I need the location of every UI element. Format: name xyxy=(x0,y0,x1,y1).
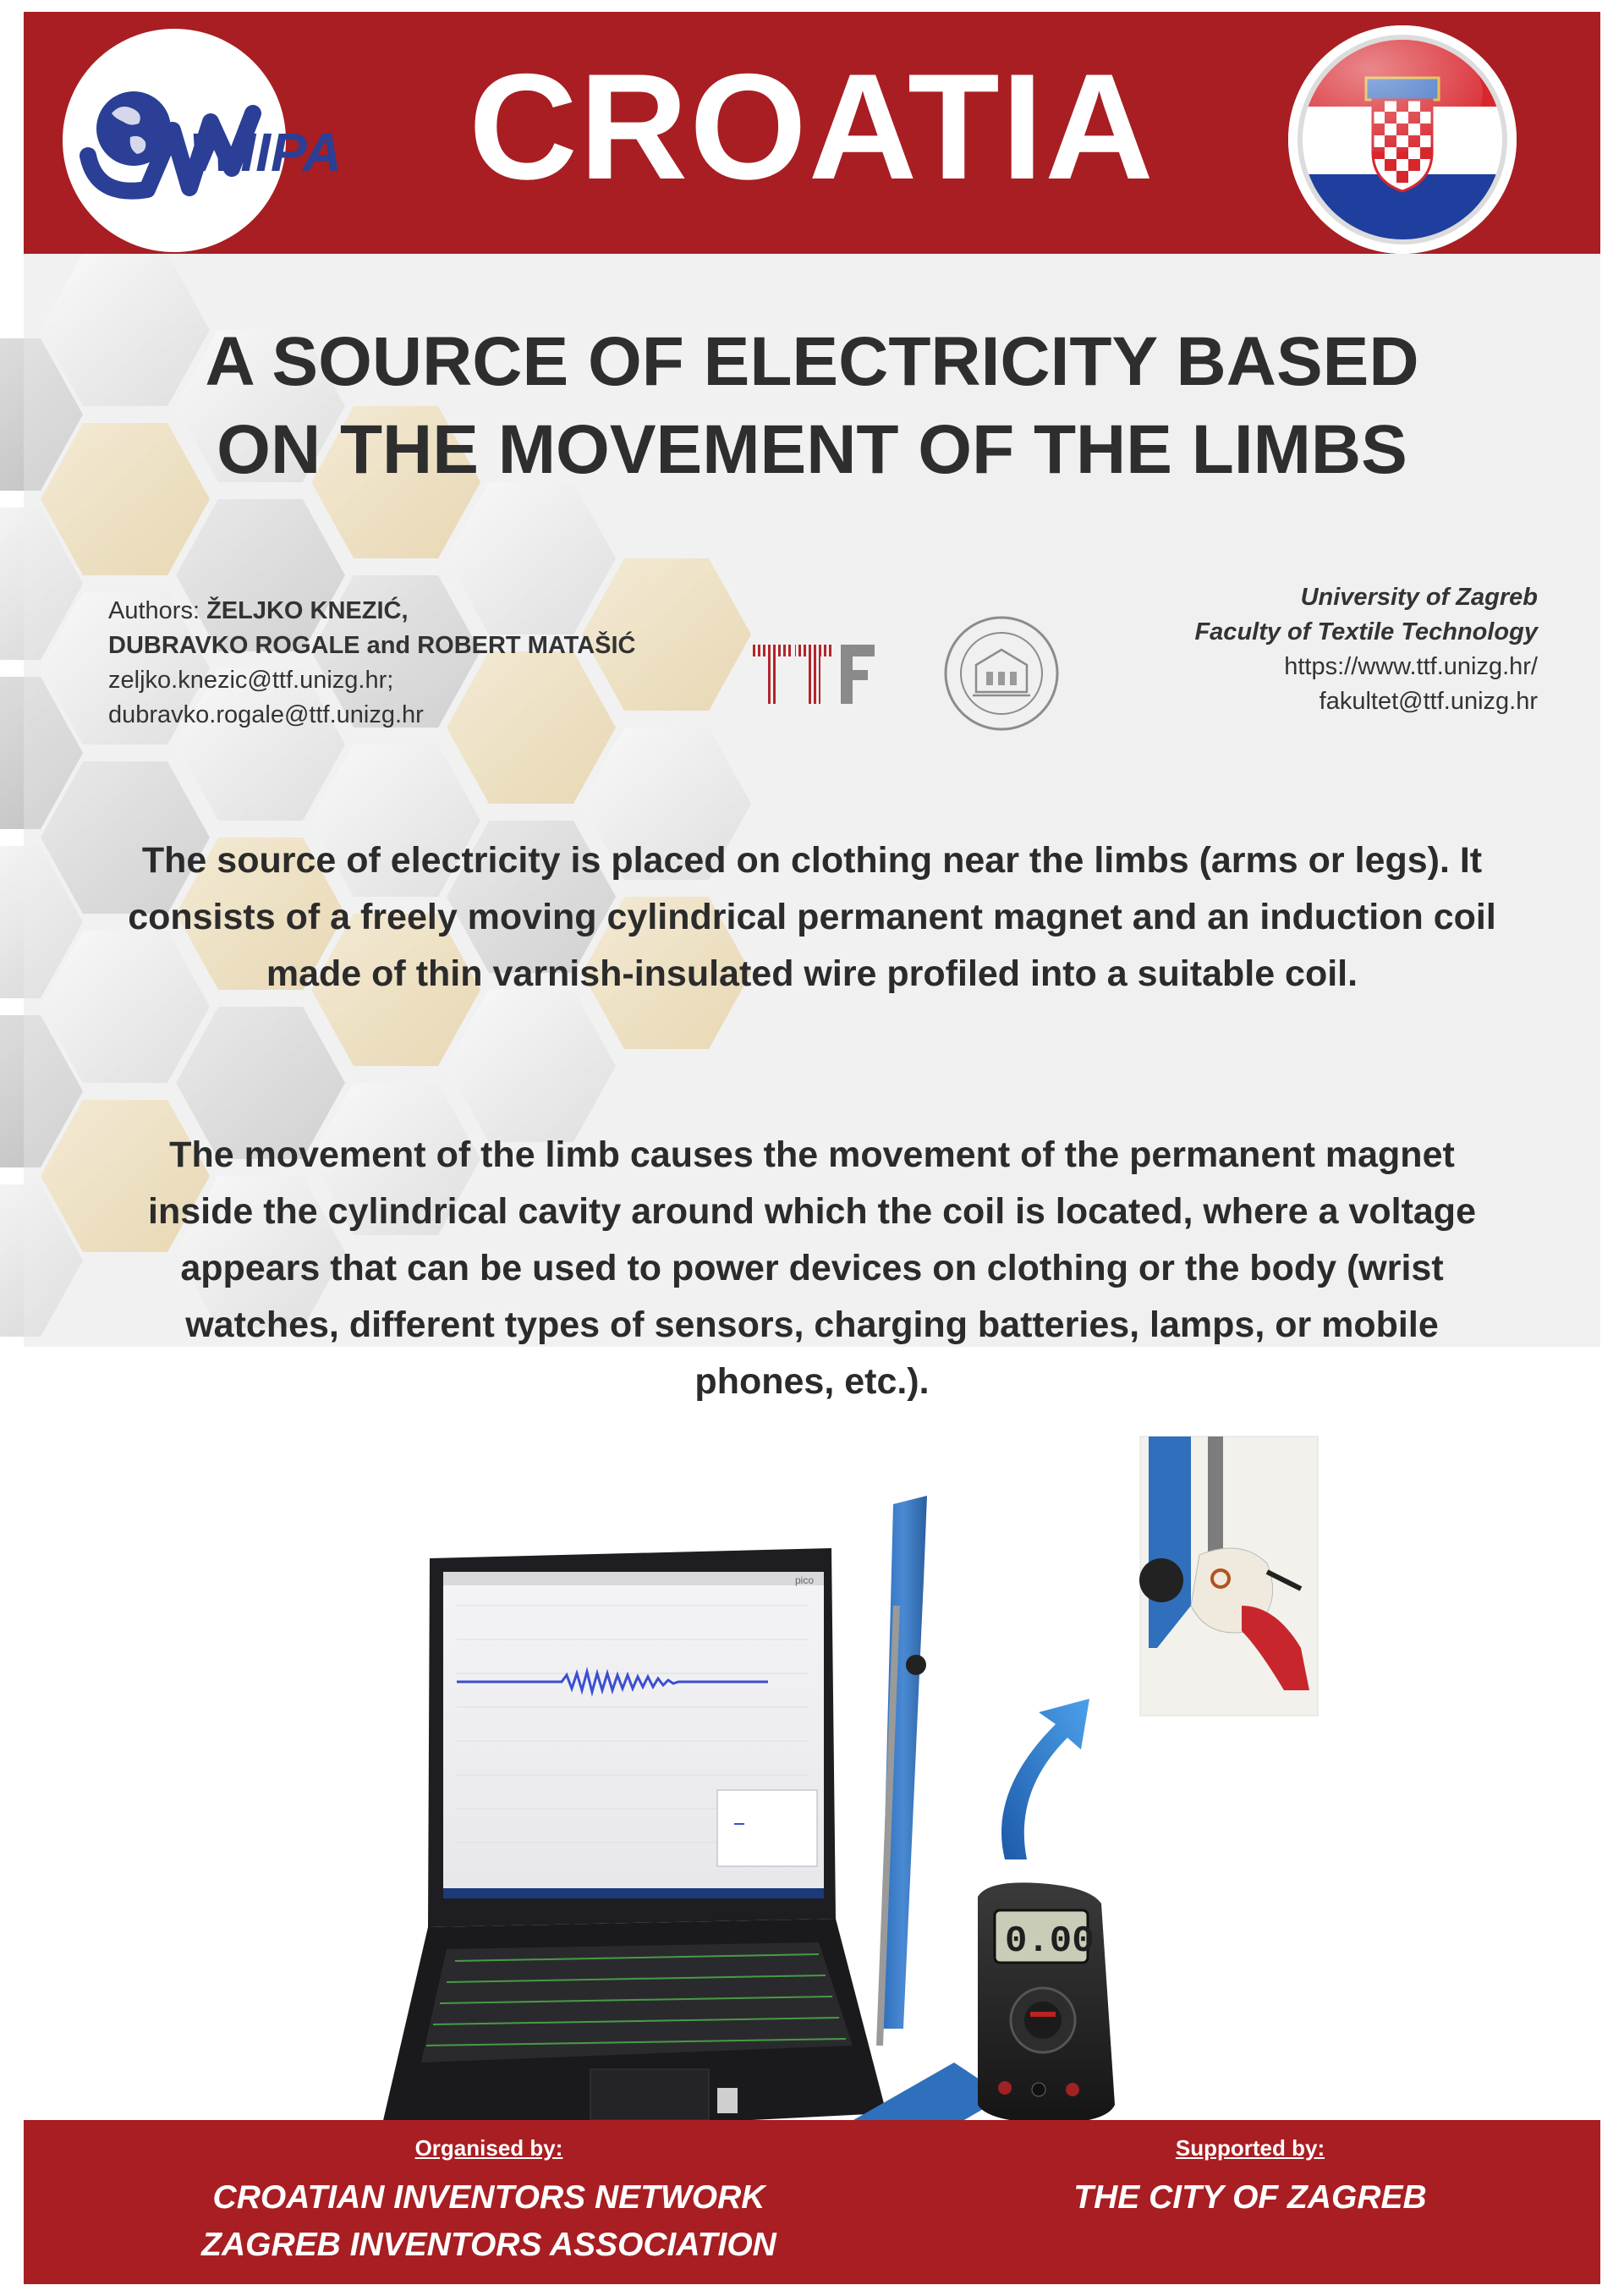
poster-title-line1: A SOURCE OF ELECTRICITY BASED xyxy=(205,323,1419,400)
poster xyxy=(24,12,1600,2284)
university-name: University of Zagreb xyxy=(1300,584,1538,611)
header-banner xyxy=(24,12,1600,254)
organiser-association: ZAGREB INVENTORS ASSOCIATION xyxy=(201,2227,776,2263)
author-email-1: zeljko.knezic@ttf.unizg.hr; xyxy=(108,667,394,694)
closeup-inset xyxy=(1139,1436,1318,1716)
pico-software-label: pico xyxy=(795,1574,815,1586)
authors-label: Authors: xyxy=(108,597,207,624)
laptop xyxy=(379,1548,886,2139)
organised-label: Organised by: xyxy=(414,2135,563,2161)
author-email-2: dubravko.rogale@ttf.unizg.hr xyxy=(108,701,424,728)
university-seal-icon xyxy=(942,614,1061,733)
poster-title xyxy=(74,318,1550,494)
supporters-column xyxy=(996,2120,1504,2222)
multimeter xyxy=(978,1882,1115,2123)
country-title: CROATIA xyxy=(469,41,1155,211)
faculty-name: Faculty of Textile Technology xyxy=(1194,618,1538,645)
supporter-city: THE CITY OF ZAGREB xyxy=(1073,2179,1427,2216)
description-paragraph-2: The movement of the limb causes the movement of the permanent magnet inside the cylindrical cavity around which the coil is located, where a voltage appears that can be used to power devices on clothing or the body (wrist watches, different types of sensors, charging batteries, lamps, or mobile phones, etc.). xyxy=(148,1134,1476,1402)
croatia-flag-icon xyxy=(1288,25,1517,254)
poster-title-line2: ON THE MOVEMENT OF THE LIMBS xyxy=(217,411,1407,488)
faculty-email: fakultet@ttf.unizg.hr xyxy=(1319,688,1538,715)
multimeter-display: 0.00 xyxy=(1005,1920,1095,1963)
wiipa-logo-text: WIIPA xyxy=(189,122,343,183)
author-knezic: ŽELJKO KNEZIĆ, xyxy=(206,597,409,624)
arrow-icon xyxy=(1001,1699,1089,1859)
wiipa-logo xyxy=(63,29,343,252)
description-paragraph-1: The source of electricity is placed on clothing near the limbs (arms or legs). It consists of a freely moving cylindrical permanent magnet and an induction coil made of thin varnish-insulated wire profiled into a suitable coil. xyxy=(128,840,1496,994)
ttf-logo xyxy=(753,636,880,712)
supported-label: Supported by: xyxy=(1175,2135,1325,2161)
footer-banner xyxy=(24,2120,1600,2284)
institution-block xyxy=(1064,580,1538,719)
organisers-column xyxy=(193,2120,785,2269)
author-rogale-matasic: DUBRAVKO ROGALE and ROBERT MATAŠIĆ xyxy=(108,632,636,659)
organiser-network: CROATIAN INVENTORS NETWORK xyxy=(212,2179,765,2216)
prototype-photo xyxy=(362,1436,1326,2156)
authors-block xyxy=(108,594,768,733)
faculty-website: https://www.ttf.unizg.hr/ xyxy=(1284,653,1538,680)
